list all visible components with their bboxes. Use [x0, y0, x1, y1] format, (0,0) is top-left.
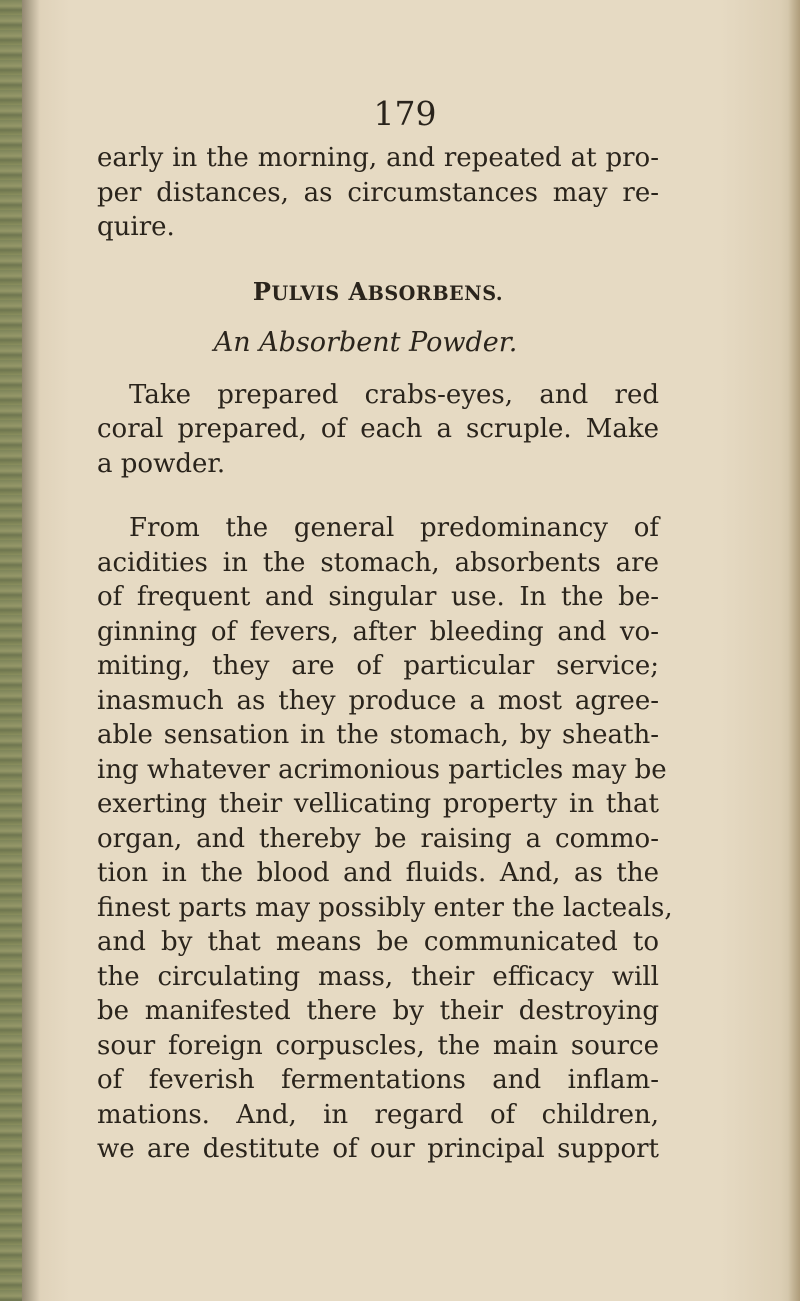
- gutter-shadow: [22, 0, 40, 1301]
- text-line: ginning of fevers, after bleeding and vo-: [97, 616, 659, 647]
- body-paragraph: [97, 511, 673, 1167]
- title-rest: ULVIS: [271, 281, 340, 305]
- text-line: finest parts may possibly enter the lacteals,: [97, 892, 673, 923]
- text-line: mations. And, in regard of children,: [97, 1099, 659, 1130]
- recipe-paragraph: [97, 378, 659, 482]
- title-rest: BSORBENS.: [367, 281, 504, 305]
- text-line: we are destitute of our principal support: [97, 1134, 659, 1164]
- recipe-title: [97, 275, 659, 310]
- text-line: early in the morning, and repeated at pro-: [97, 143, 659, 173]
- text-line: From the general predominancy of: [129, 513, 659, 543]
- title-initial: A: [348, 276, 368, 306]
- page-text: [97, 141, 673, 1167]
- text-line: organ, and thereby be raising a commo-: [97, 823, 659, 854]
- intro-paragraph: [97, 141, 659, 245]
- text-line: coral prepared, of each a scruple. Make: [97, 414, 659, 444]
- text-line: per distances, as circumstances may re-: [97, 177, 659, 208]
- text-line: ing whatever acrimonious particles may be: [97, 754, 667, 785]
- text-line: miting, they are of particular service;: [97, 651, 659, 681]
- text-line: Take prepared crabs-eyes, and red: [129, 379, 659, 410]
- text-line: exerting their vellicating property in that: [97, 789, 659, 819]
- text-line: quire.: [97, 212, 175, 242]
- text-line: a powder.: [97, 448, 226, 479]
- text-line: able sensation in the stomach, by sheath-: [97, 720, 659, 750]
- text-line: of feverish fermentations and inflam-: [97, 1065, 659, 1095]
- text-line: sour foreign corpuscles, the main source: [97, 1030, 659, 1061]
- title-initial: P: [252, 276, 272, 306]
- page-number: 179: [373, 94, 437, 133]
- text-line: the circulating mass, their efficacy will: [97, 961, 659, 992]
- recipe-subtitle: An Absorbent Powder.: [213, 327, 518, 358]
- book-binding-edge: [0, 0, 22, 1301]
- text-line: inasmuch as they produce a most agree-: [97, 685, 659, 716]
- text-line: and by that means be communicated to: [97, 927, 659, 957]
- page-edge: [788, 0, 800, 1301]
- text-line: tion in the blood and fluids. And, as the: [97, 858, 659, 888]
- text-line: of frequent and singular use. In the be-: [97, 582, 659, 612]
- text-line: be manifested there by their destroying: [97, 996, 659, 1026]
- text-line: acidities in the stomach, absorbents are: [97, 547, 659, 578]
